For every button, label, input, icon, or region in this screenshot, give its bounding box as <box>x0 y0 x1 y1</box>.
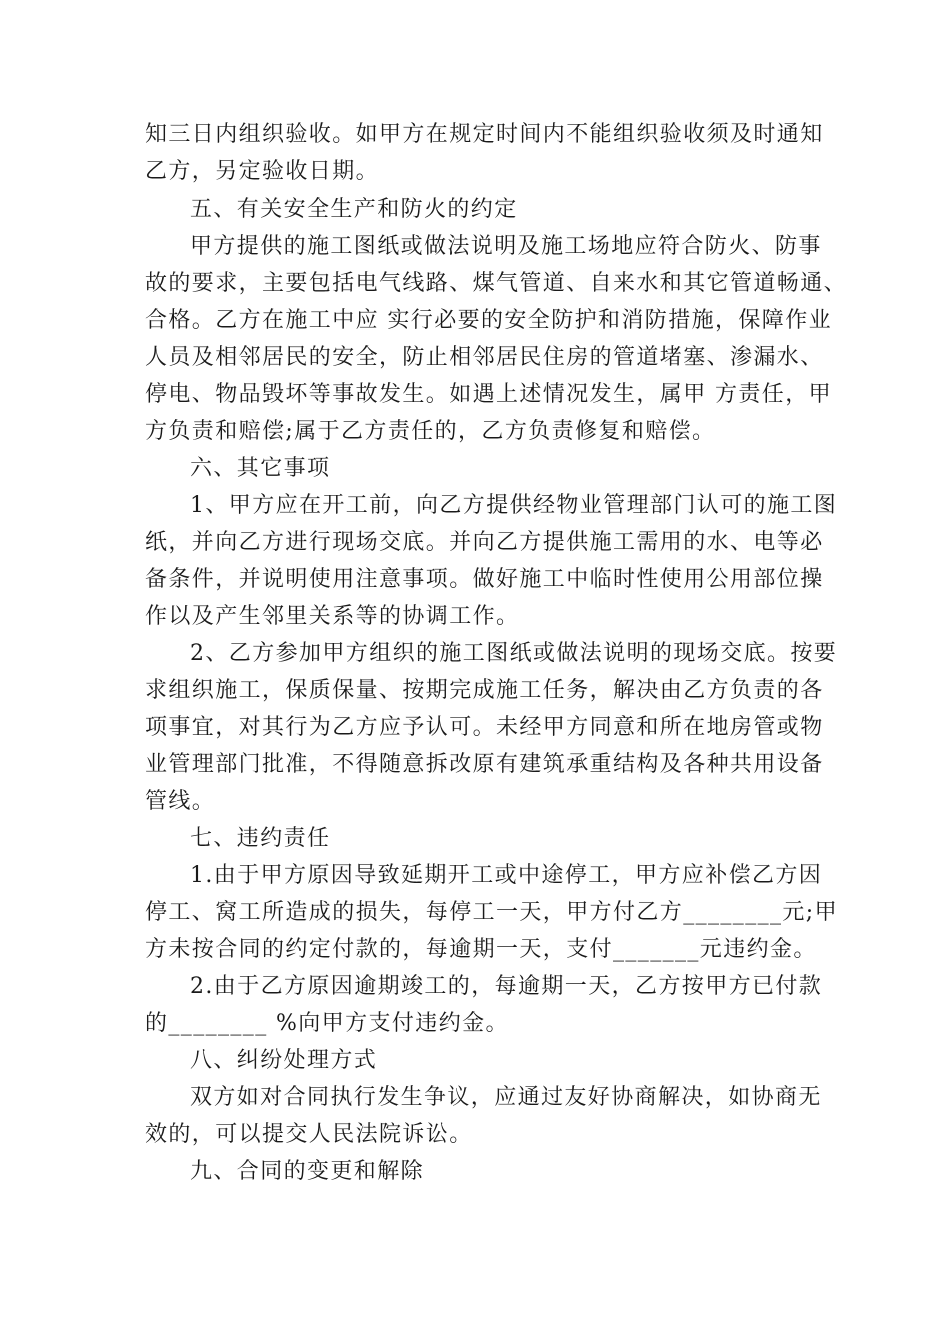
paragraph-line: 停工、窝工所造成的损失，每停工一天，甲方付乙方________元;甲 <box>145 900 839 925</box>
paragraph-line: 业管理部门批准，不得随意拆改原有建筑承重结构及各种共用设备 <box>145 752 824 777</box>
section-heading: 九、合同的变更和解除 <box>190 1159 425 1184</box>
paragraph-line: 作以及产生邻里关系等的协调工作。 <box>145 604 520 629</box>
section-heading: 八、纠纷处理方式 <box>190 1048 378 1073</box>
paragraph-line: 双方如对合同执行发生争议，应通过友好协商解决，如协商无 <box>190 1085 822 1110</box>
paragraph-line: 乙方，另定验收日期。 <box>145 159 380 184</box>
paragraph-line: 故的要求，主要包括电气线路、煤气管道、自来水和其它管道畅通、 <box>145 271 848 296</box>
paragraph-line: 2、乙方参加甲方组织的施工图纸或做法说明的现场交底。按要 <box>190 641 838 666</box>
paragraph-line: 人员及相邻居民的安全，防止相邻居民住房的管道堵塞、渗漏水、 <box>145 345 824 370</box>
paragraph-line: 合格。乙方在施工中应 实行必要的安全防护和消防措施，保障作业 <box>145 308 832 333</box>
section-heading: 六、其它事项 <box>190 456 331 481</box>
paragraph-line: 知三日内组织验收。如甲方在规定时间内不能组织验收须及时通知 <box>145 122 824 147</box>
paragraph-line: 管线。 <box>145 789 216 814</box>
paragraph-line: 停电、物品毁坏等事故发生。如遇上述情况发生，属甲 方责任，甲 <box>145 382 832 407</box>
paragraph-line: 效的，可以提交人民法院诉讼。 <box>145 1122 473 1147</box>
section-heading: 五、有关安全生产和防火的约定 <box>190 197 518 222</box>
paragraph-line: 1.由于甲方原因导致延期开工或中途停工，甲方应补偿乙方因 <box>190 863 823 888</box>
paragraph-line: 方未按合同的约定付款的，每逾期一天，支付_______元违约金。 <box>145 937 817 962</box>
paragraph-line: 的________ %向甲方支付违约金。 <box>145 1011 509 1036</box>
paragraph-line: 纸，并向乙方进行现场交底。并向乙方提供施工需用的水、电等必 <box>145 530 824 555</box>
paragraph-line: 1、甲方应在开工前，向乙方提供经物业管理部门认可的施工图 <box>190 493 838 518</box>
paragraph-line: 求组织施工，保质保量、按期完成施工任务，解决由乙方负责的各 <box>145 678 824 703</box>
paragraph-line: 方负责和赔偿;属于乙方责任的，乙方负责修复和赔偿。 <box>145 419 716 444</box>
section-heading: 七、违约责任 <box>190 826 331 851</box>
paragraph-line: 2.由于乙方原因逾期竣工的，每逾期一天，乙方按甲方已付款 <box>190 974 823 999</box>
paragraph-line: 甲方提供的施工图纸或做法说明及施工场地应符合防火、防事 <box>190 234 822 259</box>
paragraph-line: 项事宜，对其行为乙方应予认可。未经甲方同意和所在地房管或物 <box>145 715 824 740</box>
paragraph-line: 备条件，并说明使用注意事项。做好施工中临时性使用公用部位操 <box>145 567 824 592</box>
